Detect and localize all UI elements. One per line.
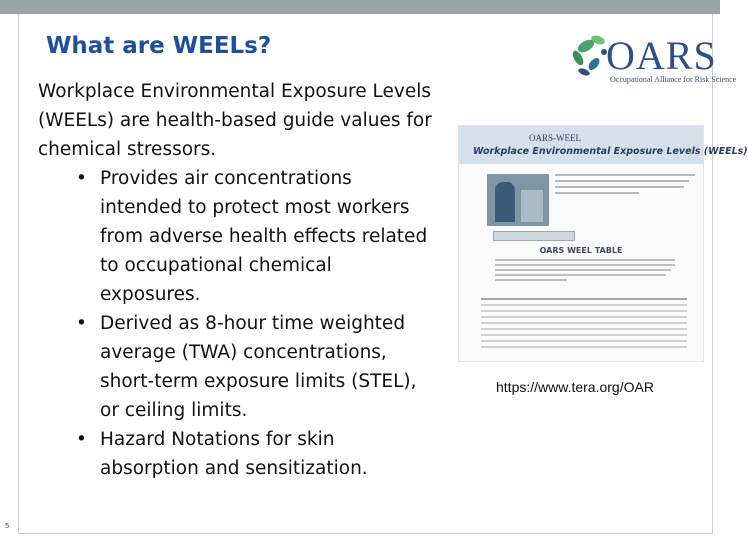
- thumbnail-brand: OARS-WEEL: [529, 133, 581, 143]
- intro-paragraph: Workplace Environmental Exposure Levels (WEELs) are health-based guide values for chemical stressors.: [38, 81, 432, 160]
- bullet-item: [38, 164, 438, 309]
- bullet-list: [38, 164, 438, 483]
- thumbnail-button: [493, 231, 575, 241]
- oars-logo: [560, 22, 737, 90]
- thumbnail-table-title: OARS WEEL TABLE: [539, 246, 623, 255]
- thumbnail-table: [481, 298, 687, 356]
- bullet-text: Derived as 8-hour time weighted average (TWA) concentrations, short-term exposure limits (STEL), or ceiling limits.: [100, 313, 417, 421]
- logo-subtitle: Occupational Alliance for Risk Science: [610, 75, 737, 84]
- bullet-text: Hazard Notations for skin absorption and sensitization.: [100, 429, 368, 479]
- frame-left-line: [18, 14, 19, 534]
- bullet-glyph: •: [76, 429, 87, 450]
- thumbnail-text-lines: [555, 174, 695, 198]
- slide-body: [38, 77, 438, 483]
- frame-bottom-line: [18, 533, 713, 534]
- thumbnail-paragraph: [495, 259, 675, 284]
- page-number: 5: [5, 522, 10, 530]
- thumbnail-banner: [459, 126, 748, 164]
- frame-right-line: [712, 14, 713, 534]
- thumbnail-banner-title: Workplace Environmental Exposure Levels (WEELs): [473, 146, 748, 157]
- slide-title: What are WEELs?: [46, 33, 272, 59]
- logo-wordmark: OARS: [606, 33, 717, 78]
- thumbnail-photo: [487, 174, 549, 226]
- bullet-text: Provides air concentrations intended to protect most workers from adverse health effects related to occupational chemical exposures.: [100, 168, 428, 305]
- bullet-glyph: •: [76, 168, 87, 189]
- bullet-glyph: •: [76, 313, 87, 334]
- website-screenshot: [458, 125, 748, 362]
- top-bar: [0, 0, 720, 14]
- bullet-item: [38, 425, 438, 483]
- source-url: https://www.tera.org/OAR: [496, 379, 654, 395]
- bullet-item: [38, 309, 438, 425]
